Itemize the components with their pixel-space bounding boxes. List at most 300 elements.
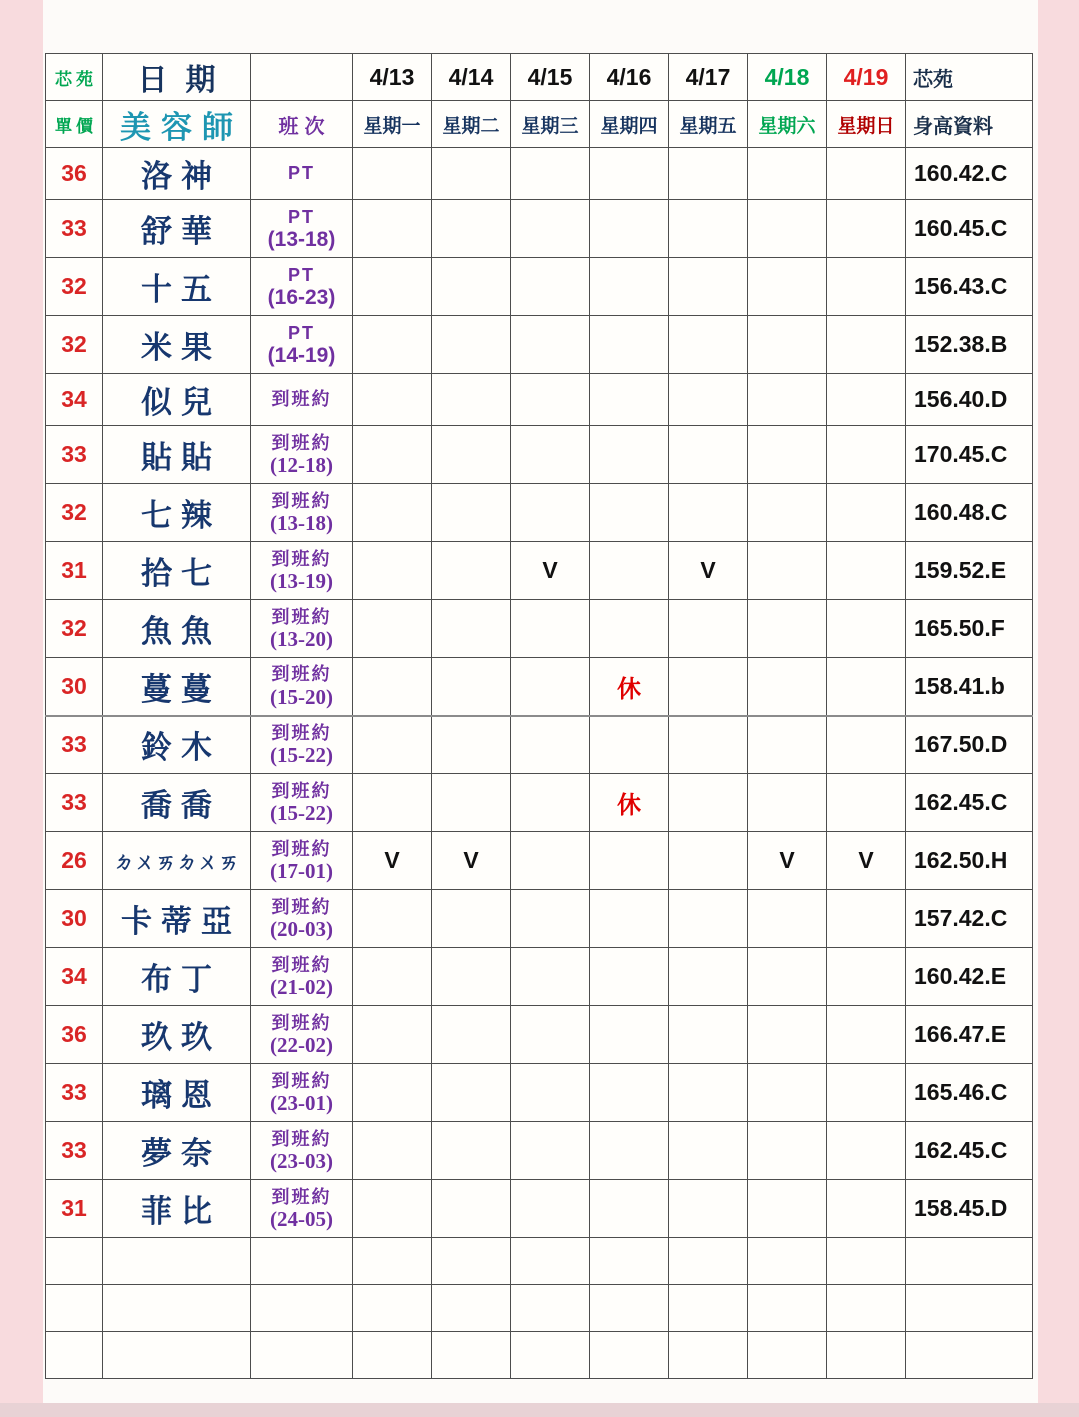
booked-mark: V (748, 832, 827, 890)
day-cell (511, 716, 590, 774)
shift-hours: (16-23) (267, 286, 336, 310)
shift-type: 到班約 (271, 896, 332, 917)
shift-type: 到班約 (271, 548, 332, 569)
table-row (46, 258, 1033, 316)
shift-hours: (15-20) (270, 684, 333, 709)
day-cell (353, 1122, 432, 1180)
staff-name-cell: ㄉㄨㄞㄉㄨㄞ (103, 832, 251, 890)
shift-cell (251, 484, 353, 542)
day-cell (669, 1064, 748, 1122)
day-cell (511, 600, 590, 658)
height-data-cell: 160.45.C (906, 200, 1033, 258)
empty-cell (46, 1332, 103, 1379)
staff-name-cell: 貼貼 (103, 426, 251, 484)
day-cell (511, 1006, 590, 1064)
shift-hours: (23-01) (270, 1091, 333, 1116)
price-cell: 26 (46, 832, 103, 890)
empty-cell (353, 1332, 432, 1379)
empty-cell (827, 1285, 906, 1332)
day-cell (748, 316, 827, 374)
day-cell (511, 774, 590, 832)
empty-cell (748, 1332, 827, 1379)
shift-type: 到班約 (271, 1186, 332, 1207)
day-cell (748, 1006, 827, 1064)
empty-cell (906, 1238, 1033, 1285)
height-data-cell: 167.50.D (906, 716, 1033, 774)
empty-cell (669, 1332, 748, 1379)
day-cell (748, 658, 827, 716)
schedule-head (46, 54, 1033, 148)
shift-hours: (13-18) (270, 511, 333, 536)
table-row (46, 200, 1033, 258)
price-cell: 34 (46, 948, 103, 1006)
day-cell (353, 600, 432, 658)
height-data-cell: 157.42.C (906, 890, 1033, 948)
staff-name-cell: 璃恩 (103, 1064, 251, 1122)
day-cell (432, 258, 511, 316)
day-cell (748, 426, 827, 484)
day-cell (590, 600, 669, 658)
day-off-mark: 休 (590, 774, 669, 832)
date-cell-saturday: 4/18 (748, 54, 827, 101)
date-header-label: 日期 (103, 54, 251, 101)
shift-type: 到班約 (271, 722, 332, 743)
shift-cell (251, 1064, 353, 1122)
shift-cell (251, 1122, 353, 1180)
day-cell (748, 774, 827, 832)
day-cell (827, 600, 906, 658)
shift-type: 到班約 (271, 432, 332, 453)
day-cell (432, 890, 511, 948)
table-row (46, 716, 1033, 774)
table-row (46, 426, 1033, 484)
shift-hours: (13-18) (267, 228, 336, 252)
day-cell (748, 948, 827, 1006)
day-cell (748, 890, 827, 948)
shift-type: PT (287, 264, 315, 285)
day-cell (511, 890, 590, 948)
day-cell (669, 374, 748, 426)
shift-type: 到班約 (271, 606, 332, 627)
shift-type: PT (287, 206, 315, 227)
shift-type: 到班約 (271, 1128, 332, 1149)
day-cell (590, 316, 669, 374)
day-cell (432, 948, 511, 1006)
day-cell (748, 258, 827, 316)
staff-name-cell: 七辣 (103, 484, 251, 542)
shift-cell (251, 600, 353, 658)
staff-name-cell: 舒華 (103, 200, 251, 258)
table-row (46, 948, 1033, 1006)
day-cell (353, 658, 432, 716)
day-cell (669, 1006, 748, 1064)
height-data-cell: 160.42.C (906, 148, 1033, 200)
day-cell (827, 316, 906, 374)
day-cell (748, 542, 827, 600)
empty-cell (590, 1238, 669, 1285)
empty-cell (827, 1332, 906, 1379)
shift-hours: (24-05) (270, 1207, 333, 1232)
day-cell (669, 484, 748, 542)
table-row (46, 374, 1033, 426)
empty-row (46, 1238, 1033, 1285)
shift-cell (251, 658, 353, 716)
day-cell (669, 426, 748, 484)
bottom-pink-bar (0, 1403, 1079, 1417)
shift-cell (251, 774, 353, 832)
height-data-cell: 162.50.H (906, 832, 1033, 890)
shift-cell (251, 1006, 353, 1064)
day-cell (590, 374, 669, 426)
corner-label-top-left: 芯苑 (46, 54, 103, 101)
table-row (46, 1180, 1033, 1238)
schedule-body (46, 148, 1033, 1379)
price-column-header: 單價 (46, 101, 103, 148)
day-cell (827, 1122, 906, 1180)
staff-name-cell: 似兒 (103, 374, 251, 426)
weekday-cell: 星期五 (669, 101, 748, 148)
day-cell (669, 600, 748, 658)
weekday-cell: 星期四 (590, 101, 669, 148)
day-cell (669, 148, 748, 200)
day-cell (432, 658, 511, 716)
price-cell: 31 (46, 1180, 103, 1238)
day-cell (827, 542, 906, 600)
price-cell: 30 (46, 890, 103, 948)
day-cell (669, 716, 748, 774)
date-cell-sunday: 4/19 (827, 54, 906, 101)
day-cell (353, 948, 432, 1006)
day-cell (590, 716, 669, 774)
empty-cell (251, 1332, 353, 1379)
day-cell (748, 1180, 827, 1238)
shift-hours: (17-01) (270, 859, 333, 884)
height-column-header: 身高資料 (906, 101, 1033, 148)
staff-name-cell: 拾七 (103, 542, 251, 600)
height-data-cell: 158.41.b (906, 658, 1033, 716)
day-cell (353, 1064, 432, 1122)
day-cell (827, 148, 906, 200)
empty-cell (511, 1285, 590, 1332)
shift-hours: (15-22) (270, 743, 333, 768)
date-cell: 4/17 (669, 54, 748, 101)
table-row (46, 832, 1033, 890)
header-row-weekdays (46, 101, 1033, 148)
shift-cell (251, 374, 353, 426)
empty-cell (251, 1238, 353, 1285)
empty-cell (669, 1285, 748, 1332)
empty-cell (103, 1285, 251, 1332)
price-cell: 33 (46, 200, 103, 258)
shift-hours: (13-19) (270, 569, 333, 594)
day-cell (511, 316, 590, 374)
shift-cell (251, 890, 353, 948)
shift-type: PT (287, 322, 315, 343)
height-data-cell: 165.46.C (906, 1064, 1033, 1122)
shift-cell (251, 542, 353, 600)
day-cell (353, 316, 432, 374)
day-cell (511, 948, 590, 1006)
day-cell (827, 258, 906, 316)
empty-cell (590, 1285, 669, 1332)
table-row (46, 542, 1033, 600)
day-cell (511, 258, 590, 316)
day-cell (511, 148, 590, 200)
day-cell (748, 200, 827, 258)
height-data-cell: 152.38.B (906, 316, 1033, 374)
table-row (46, 484, 1033, 542)
shift-type: 到班約 (271, 780, 332, 801)
day-cell (590, 1180, 669, 1238)
day-cell (590, 1122, 669, 1180)
height-data-cell: 159.52.E (906, 542, 1033, 600)
day-cell (827, 1006, 906, 1064)
day-cell (590, 148, 669, 200)
height-data-cell: 156.43.C (906, 258, 1033, 316)
empty-cell (353, 1238, 432, 1285)
booked-mark: V (353, 832, 432, 890)
price-cell: 33 (46, 716, 103, 774)
shift-hours: (20-03) (270, 917, 333, 942)
day-cell (827, 658, 906, 716)
shift-cell (251, 832, 353, 890)
day-cell (511, 832, 590, 890)
day-cell (827, 890, 906, 948)
height-data-cell: 166.47.E (906, 1006, 1033, 1064)
weekday-cell: 星期一 (353, 101, 432, 148)
price-cell: 33 (46, 1122, 103, 1180)
height-data-cell: 158.45.D (906, 1180, 1033, 1238)
staff-name-cell: 喬喬 (103, 774, 251, 832)
day-cell (353, 426, 432, 484)
price-cell: 32 (46, 484, 103, 542)
day-cell (669, 1180, 748, 1238)
shift-hours: (22-02) (270, 1033, 333, 1058)
day-cell (827, 1064, 906, 1122)
shift-type: 到班約 (271, 954, 332, 975)
empty-cell (251, 1285, 353, 1332)
day-cell (827, 1180, 906, 1238)
day-cell (669, 832, 748, 890)
day-cell (827, 774, 906, 832)
date-cell: 4/13 (353, 54, 432, 101)
day-cell (511, 658, 590, 716)
table-row (46, 1006, 1033, 1064)
empty-row (46, 1285, 1033, 1332)
empty-cell (511, 1332, 590, 1379)
table-row (46, 658, 1033, 716)
empty-cell (432, 1332, 511, 1379)
table-row (46, 600, 1033, 658)
staff-name-cell: 菲比 (103, 1180, 251, 1238)
day-cell (590, 426, 669, 484)
shift-cell (251, 716, 353, 774)
day-cell (511, 426, 590, 484)
staff-name-cell: 卡蒂亞 (103, 890, 251, 948)
shift-type: 到班約 (271, 838, 332, 859)
day-cell (669, 890, 748, 948)
day-off-mark: 休 (590, 658, 669, 716)
day-cell (353, 1180, 432, 1238)
shift-hours: (14-19) (267, 344, 336, 368)
day-cell (748, 600, 827, 658)
day-cell (669, 316, 748, 374)
price-cell: 32 (46, 600, 103, 658)
day-cell (748, 484, 827, 542)
booked-mark: V (511, 542, 590, 600)
staff-name-cell: 十五 (103, 258, 251, 316)
height-data-cell: 170.45.C (906, 426, 1033, 484)
price-cell: 32 (46, 316, 103, 374)
height-data-cell: 160.48.C (906, 484, 1033, 542)
day-cell (353, 200, 432, 258)
day-cell (353, 148, 432, 200)
day-cell (669, 258, 748, 316)
shift-cell (251, 316, 353, 374)
empty-cell (46, 1238, 103, 1285)
day-cell (748, 716, 827, 774)
day-cell (432, 148, 511, 200)
day-cell (432, 316, 511, 374)
day-cell (511, 1064, 590, 1122)
shift-hours: (13-20) (270, 627, 333, 652)
day-cell (432, 1180, 511, 1238)
empty-cell (906, 1285, 1033, 1332)
schedule-table (45, 53, 1033, 1379)
day-cell (353, 890, 432, 948)
table-row (46, 148, 1033, 200)
empty-cell (906, 1332, 1033, 1379)
staff-name-cell: 玖玖 (103, 1006, 251, 1064)
empty-cell (511, 1238, 590, 1285)
staff-name-cell: 洛神 (103, 148, 251, 200)
day-cell (432, 484, 511, 542)
staff-name-cell: 鈴木 (103, 716, 251, 774)
empty-cell (103, 1238, 251, 1285)
price-cell: 34 (46, 374, 103, 426)
empty-cell (46, 1285, 103, 1332)
shift-hours: (12-18) (270, 453, 333, 478)
staff-name-cell: 夢奈 (103, 1122, 251, 1180)
day-cell (432, 374, 511, 426)
weekday-cell-sunday: 星期日 (827, 101, 906, 148)
date-cell: 4/16 (590, 54, 669, 101)
day-cell (353, 374, 432, 426)
day-cell (432, 200, 511, 258)
day-cell (590, 948, 669, 1006)
shift-cell (251, 148, 353, 200)
day-cell (827, 716, 906, 774)
empty-cell (432, 1238, 511, 1285)
day-cell (827, 200, 906, 258)
empty-cell (353, 1285, 432, 1332)
shift-type: 到班約 (271, 664, 332, 685)
day-cell (827, 948, 906, 1006)
staff-name-cell: 魚魚 (103, 600, 251, 658)
shift-cell (251, 1180, 353, 1238)
empty-cell (103, 1332, 251, 1379)
day-cell (511, 374, 590, 426)
table-row (46, 1064, 1033, 1122)
shift-hours: (15-22) (270, 801, 333, 826)
weekday-cell: 星期二 (432, 101, 511, 148)
day-cell (590, 890, 669, 948)
booked-mark: V (432, 832, 511, 890)
empty-row (46, 1332, 1033, 1379)
day-cell (669, 1122, 748, 1180)
day-cell (353, 484, 432, 542)
day-cell (432, 774, 511, 832)
height-data-cell: 162.45.C (906, 1122, 1033, 1180)
day-cell (669, 774, 748, 832)
price-cell: 33 (46, 1064, 103, 1122)
price-cell: 30 (46, 658, 103, 716)
shift-cell (251, 426, 353, 484)
day-cell (511, 200, 590, 258)
height-data-cell: 162.45.C (906, 774, 1033, 832)
day-cell (748, 148, 827, 200)
price-cell: 32 (46, 258, 103, 316)
staff-name-cell: 米果 (103, 316, 251, 374)
empty-cell (432, 1285, 511, 1332)
shift-cell (251, 258, 353, 316)
day-cell (511, 484, 590, 542)
shift-type: 到班約 (271, 1012, 332, 1033)
day-cell (432, 426, 511, 484)
header-row-dates (46, 54, 1033, 101)
date-cell: 4/14 (432, 54, 511, 101)
shift-type: 到班約 (271, 490, 332, 511)
empty-cell (827, 1238, 906, 1285)
shift-type: PT (287, 163, 315, 184)
day-cell (432, 600, 511, 658)
empty-cell (748, 1285, 827, 1332)
corner-label-top-right: 芯苑 (906, 54, 1033, 101)
table-row (46, 890, 1033, 948)
price-cell: 33 (46, 774, 103, 832)
empty-cell (590, 1332, 669, 1379)
shift-hours: (21-02) (270, 975, 333, 1000)
weekday-cell: 星期三 (511, 101, 590, 148)
day-cell (669, 948, 748, 1006)
booked-mark: V (827, 832, 906, 890)
day-cell (827, 374, 906, 426)
day-cell (590, 1006, 669, 1064)
date-cell: 4/15 (511, 54, 590, 101)
day-cell (669, 200, 748, 258)
price-cell: 33 (46, 426, 103, 484)
table-row (46, 1122, 1033, 1180)
shift-hours: (23-03) (270, 1149, 333, 1174)
height-data-cell: 165.50.F (906, 600, 1033, 658)
height-data-cell: 156.40.D (906, 374, 1033, 426)
weekday-cell-saturday: 星期六 (748, 101, 827, 148)
day-cell (590, 832, 669, 890)
table-row (46, 316, 1033, 374)
price-cell: 36 (46, 148, 103, 200)
day-cell (432, 1006, 511, 1064)
day-cell (353, 1006, 432, 1064)
day-cell (827, 484, 906, 542)
empty-cell (748, 1238, 827, 1285)
shift-cell (251, 200, 353, 258)
shift-type: 到班約 (271, 389, 332, 410)
staff-column-header: 美容師 (103, 101, 251, 148)
height-data-cell: 160.42.E (906, 948, 1033, 1006)
price-cell: 36 (46, 1006, 103, 1064)
day-cell (827, 426, 906, 484)
table-row (46, 774, 1033, 832)
